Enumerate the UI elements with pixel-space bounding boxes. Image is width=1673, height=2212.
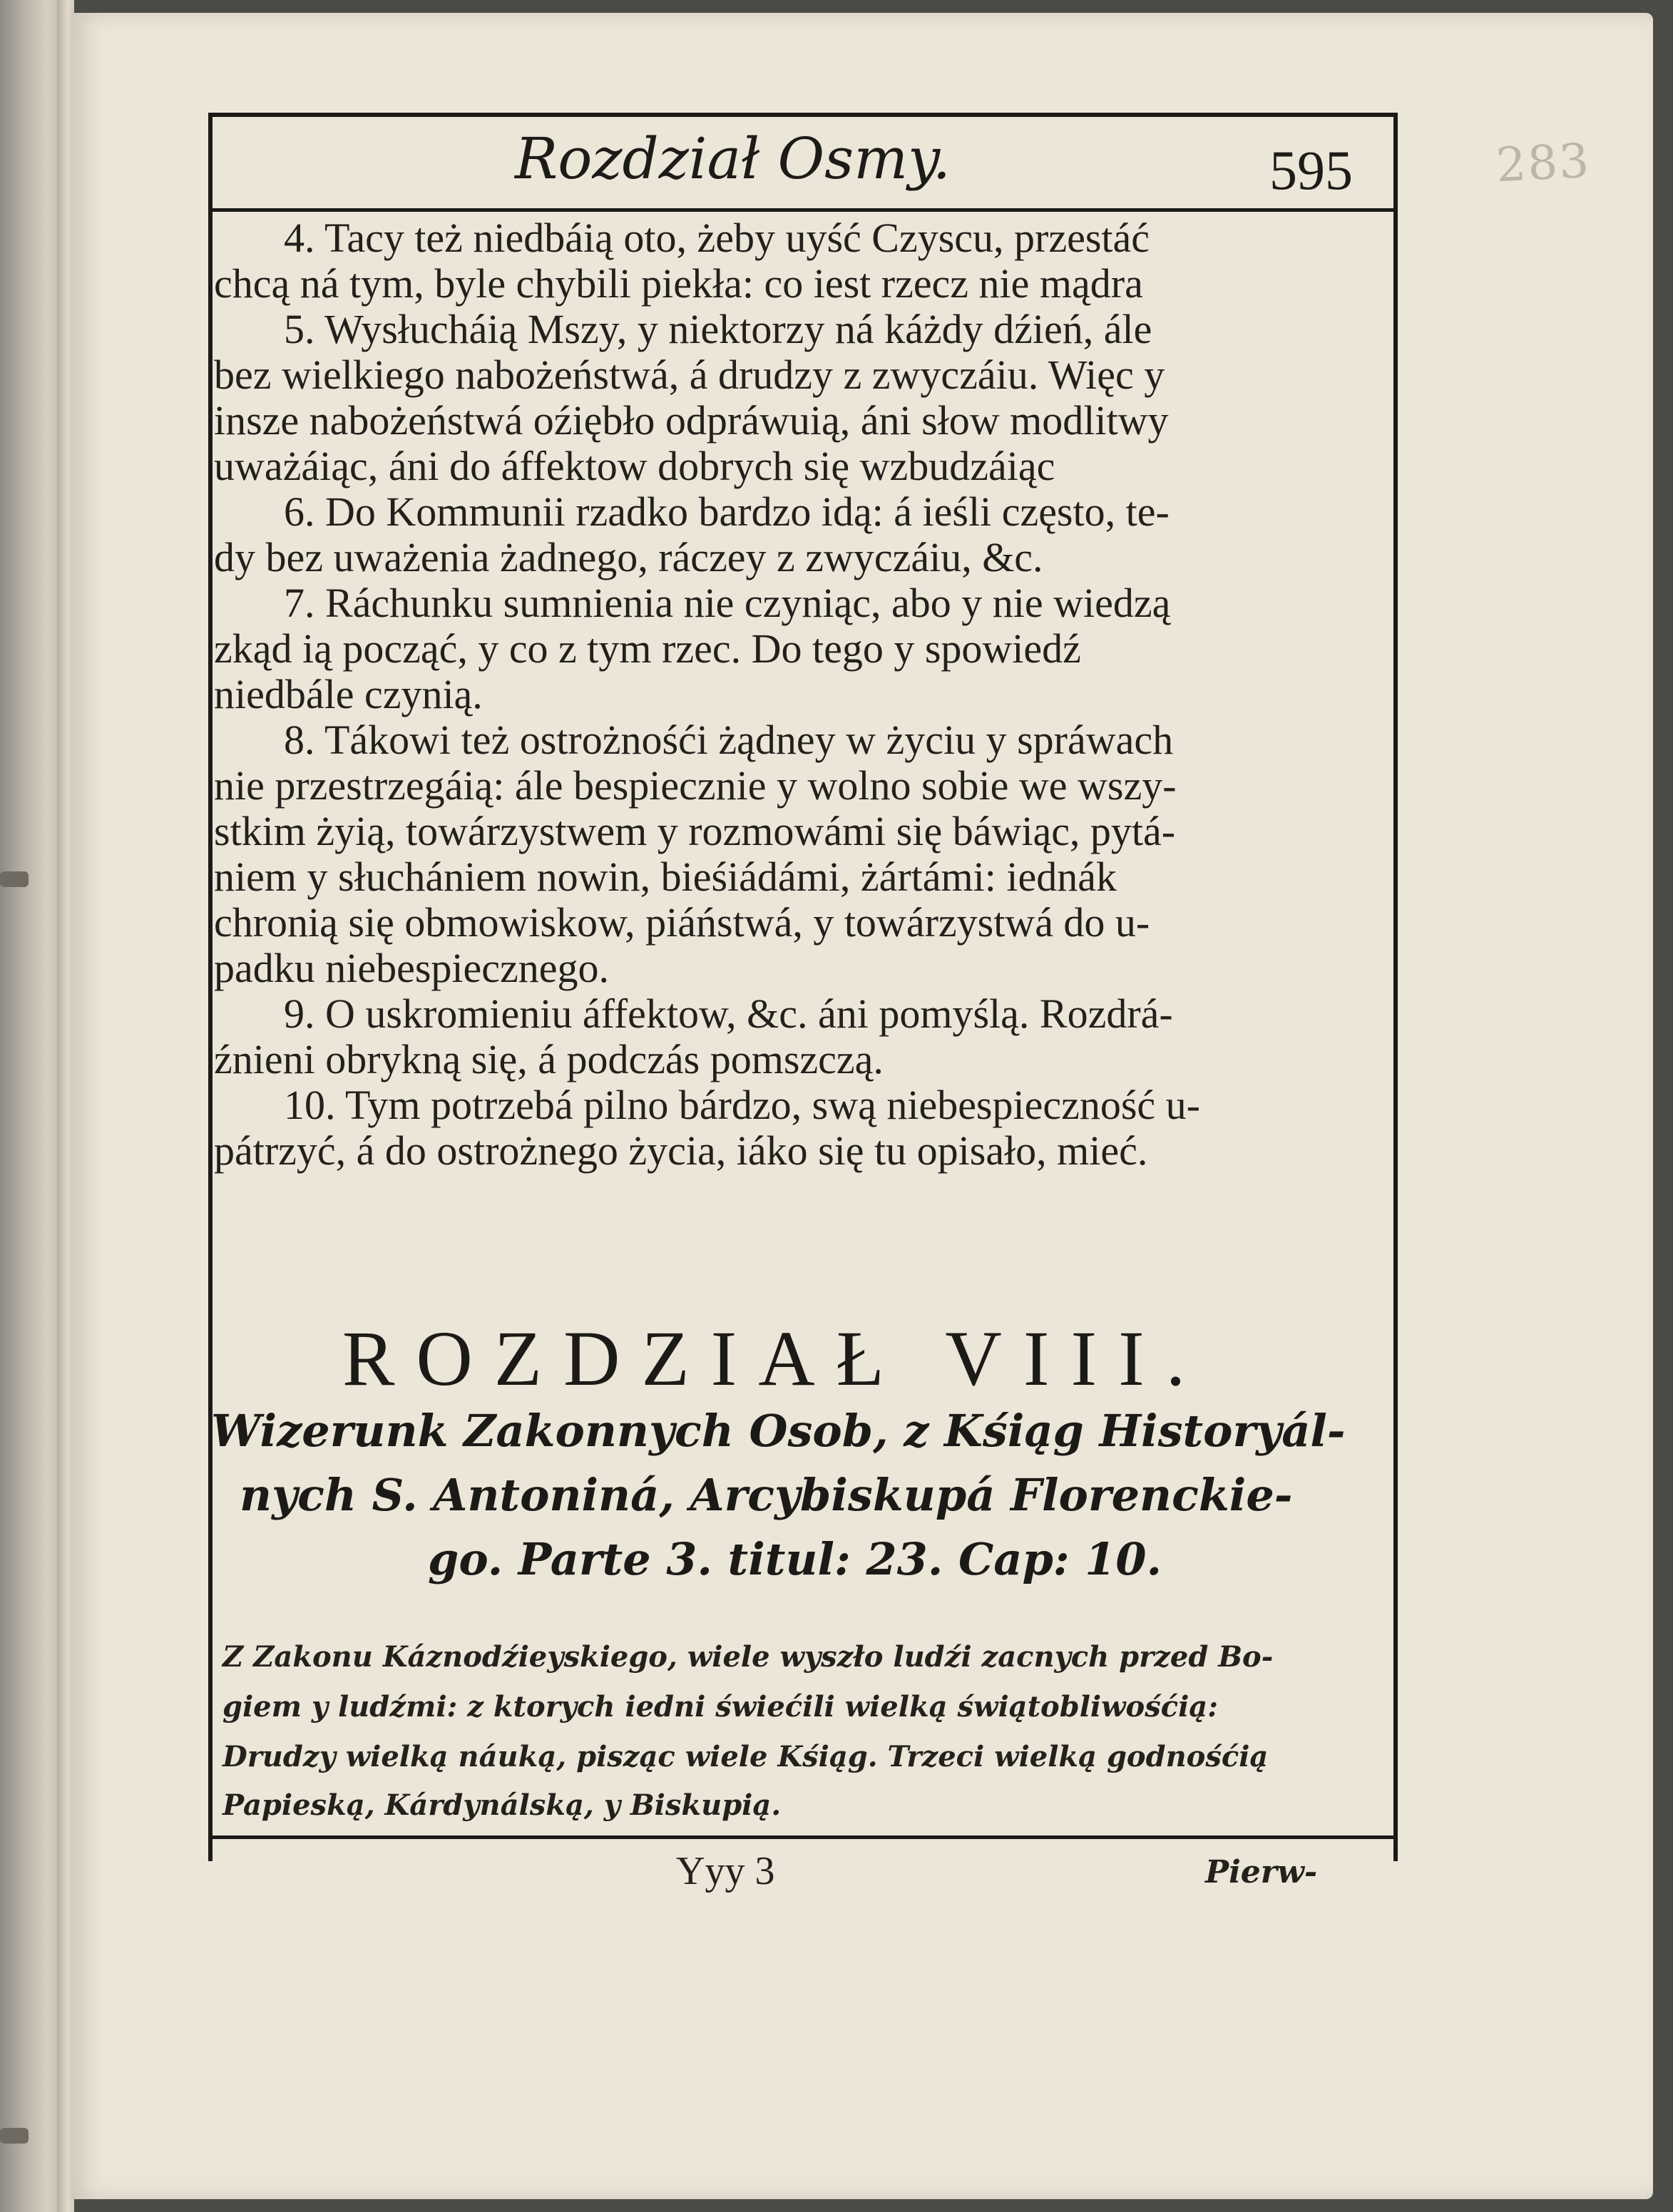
frame-left-rule [208,113,213,1861]
text-line: 6. Do Kommunii rzadko bardzo idą: á ieśli często, te- [284,489,1170,535]
chapter-summary-line: Papieską, Kárdynálską, y Biskupią. [222,1788,782,1822]
text-line: stkim żyią, towárzystwem y rozmowámi się báwiąc, pytá- [214,809,1176,854]
text-line: 10. Tym potrzebá pilno bárdzo, swą niebespieczność u- [284,1082,1200,1128]
chapter-summary-line: Z Zakonu Káznodźieyskiego, wiele wyszło ludźi zacnych przed Bo- [222,1640,1274,1674]
text-line: padku niebespiecznego. [214,946,610,991]
running-title: Rozdział Osmy. [515,126,951,192]
text-line: niem y słuchániem nowin, bieśiádámi, żártámi: iednák [214,854,1117,900]
chapter-subtitle-line: Wizerunk Zakonnych Osob, z Kśiąg Historyál- [211,1405,1346,1457]
binding-stitch [0,871,29,887]
previous-page-edge [0,0,61,2212]
text-line: 9. O uskromieniu áffektow, &c. áni pomyślą. Rozdrá- [284,991,1173,1037]
footer-rule [213,1835,1398,1839]
catchword: Pierw- [1205,1854,1318,1890]
text-line: dy bez uważenia żadnego, ráczey z zwyczáiu, &c. [214,535,1043,580]
text-line: pátrzyć, á do ostrożnego życia, iáko się tu opisało, mieć. [214,1128,1148,1174]
chapter-heading: ROZDZIAŁ VIII. [342,1315,1207,1402]
frame-top-rule [213,113,1396,117]
text-line: niedbále czynią. [214,672,483,717]
text-line: 4. Tacy też niedbáią oto, żeby uyść Czyscu, przestáć [284,215,1150,261]
text-line: 5. Wysłucháią Mszy, y niektorzy ná káżdy dźień, ále [284,307,1152,352]
text-line: uważáiąc, áni do áffektow dobrych się wzbudzáiąc [214,444,1055,489]
page-number: 595 [1269,139,1353,201]
chapter-subtitle-line: nych S. Antoniná, Arcybiskupá Florenckie- [240,1469,1293,1521]
text-line: chcą ná tym, byle chybili piekła: co iest rzecz nie mądra [214,261,1143,307]
text-line: bez wielkiego nabożeństwá, á drudzy z zwyczáiu. Więc y [214,352,1165,398]
text-line: nie przestrzegáią: ále bespiecznie y wolno sobie we wszy- [214,763,1177,809]
pencil-folio-number: 283 [1495,133,1592,193]
signature-mark: Yyy 3 [676,1849,775,1893]
chapter-summary-line: giem y ludźmi: z ktorych iedni świećili wielką świątobliwośćią: [222,1690,1218,1724]
text-line: chronią się obmowiskow, piáństwá, y towárzystwá do u- [214,900,1150,946]
chapter-subtitle-line: go. Parte 3. titul: 23. Cap: 10. [428,1533,1162,1585]
text-line: źnieni obrykną się, á podczás pomszczą. [214,1037,884,1082]
header-rule [213,208,1398,212]
text-line: insze nabożeństwá oźiębło odpráwuią, áni słow modlitwy [214,398,1169,444]
text-line: 8. Tákowi też ostrożnośći żądney w życiu y spráwach [284,717,1174,763]
binding-stitch [0,2128,29,2144]
text-line: zkąd ią począć, y co z tym rzec. Do tego y spowiedź [214,626,1081,672]
text-line: 7. Ráchunku sumnienia nie czyniąc, abo y nie wiedzą [284,580,1171,626]
frame-right-rule [1393,113,1398,1861]
chapter-summary-line: Drudzy wielką náuką, pisząc wiele Kśiąg. Trzeci wielką godnośćią [222,1740,1269,1773]
